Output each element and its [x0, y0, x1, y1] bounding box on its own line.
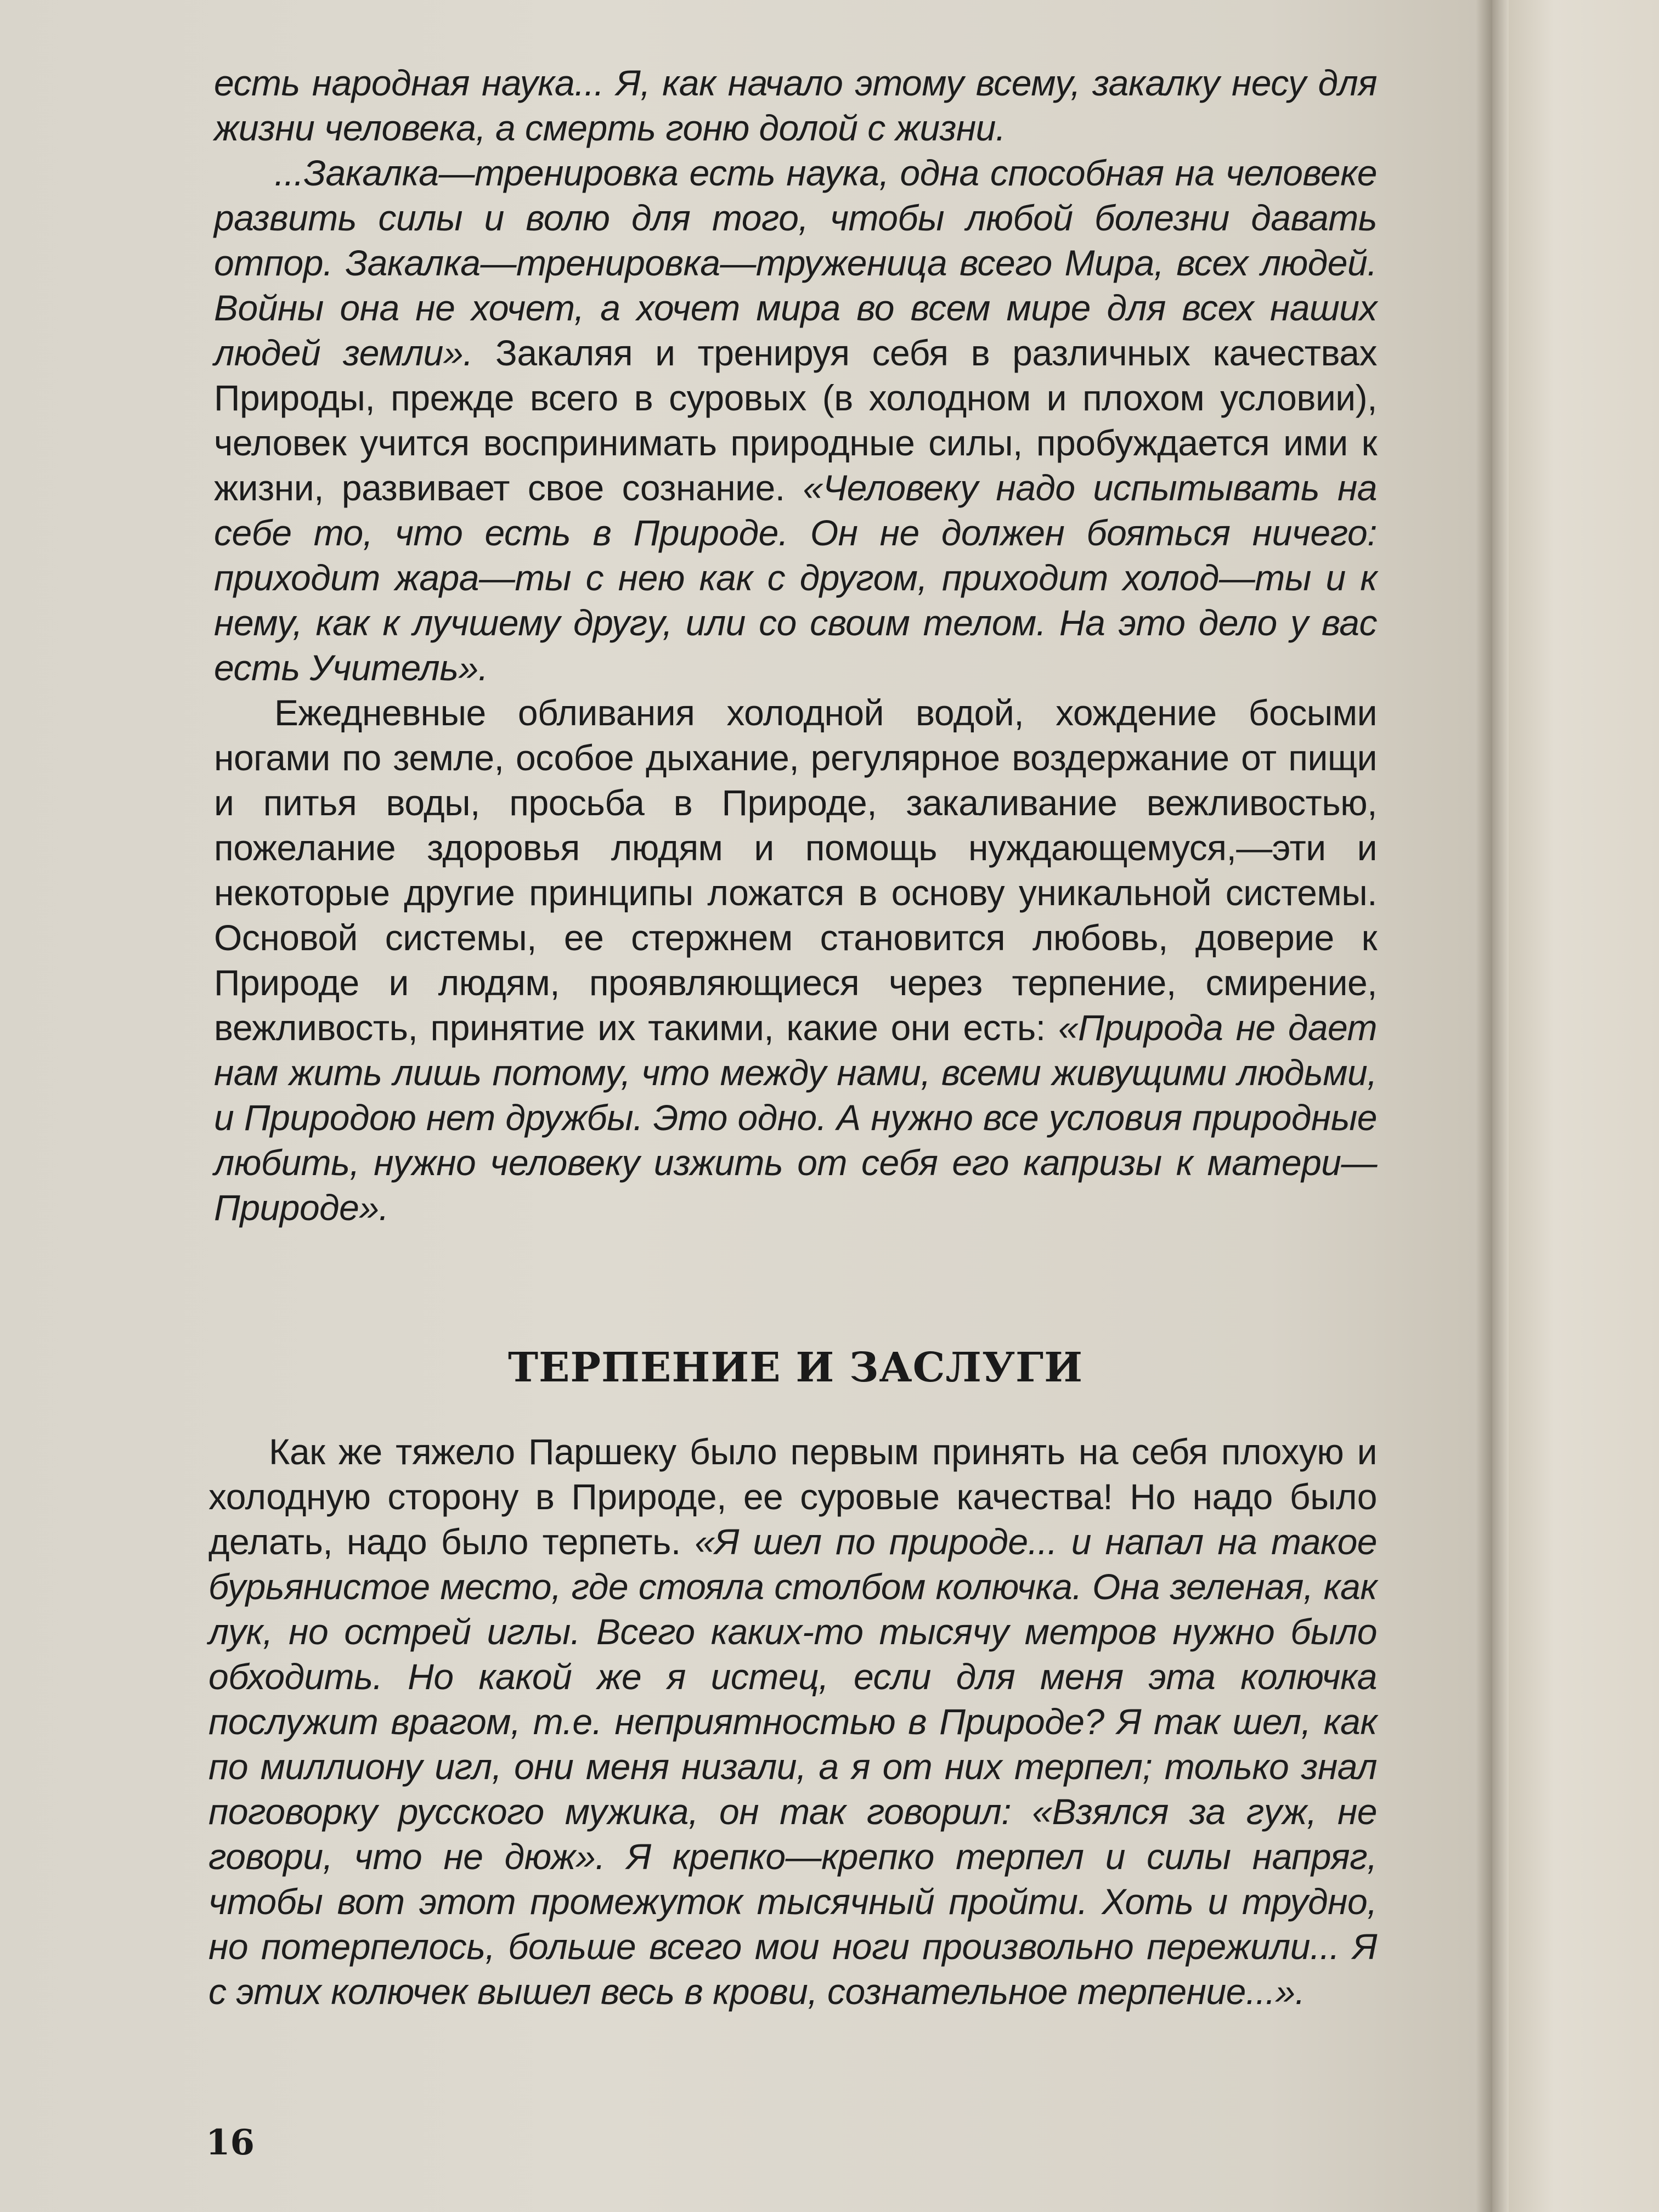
book-gutter-shadow	[1476, 0, 1509, 2212]
body-text: Ежедневные обливания холодной водой, хождение босыми ногами по земле, особое дыхание, регулярное воздержание от пищи и питья воды, просьба в Природе, закаливание вежливостью, пожелание здоровья людям и помощь нуждающемуся,—эти и некоторые другие принципы ложатся в основу уникальной системы. Основой системы, ее стержнем становится любовь, доверие к Природе и людям, проявляющиеся через терпение, смирение, вежливость, принятие их такими, какие они есть:	[214, 692, 1377, 1048]
quote-text: «Я шел по природе... и напал на такое бурьянистое место, где стояла столбом колючка. Она зеленая, как лук, но острей иглы. Всего каких-то тысячу метров нужно было обходить. Но какой же я истец, если для меня эта колючка послужит врагом, т.е. неприятностью в Природе? Я так шел, как по миллиону игл, они меня низали, а я от них терпел; только знал поговорку русского мужика, он так говорил: «Взялся за гуж, не говори, что не дюж». Я крепко—крепко терпел и силы напряг, чтобы вот этот промежуток тысячный пройти. Хоть и трудно, но потерпелось, больше всего мои ноги произвольно пережили... Я с этих колючек вышел весь в крови, сознательное терпение...».	[208, 1521, 1377, 2012]
section-heading: ТЕРПЕНИЕ И ЗАСЛУГИ	[507, 1344, 1084, 1391]
paragraph-2	[214, 150, 1377, 690]
body-text: Закаляя и тренируя себя в различных качествах Природы, прежде всего в суровых (в холодном и плохом условии), человек учится воспринимать природные силы, пробуждается ими к жизни, развивает свое сознание.	[214, 332, 1378, 508]
body-text: Как же тяжело Паршеку было первым принять на себя плохую и холодную сторону в Природе, ее суровые качества! Но надо было делать, надо было терпеть.	[208, 1431, 1377, 1562]
adjacent-page-edge	[1509, 0, 1659, 2212]
text-section-2	[208, 1429, 1377, 2014]
text-section-1	[214, 60, 1377, 1230]
page-number: 16	[206, 2122, 255, 2163]
quote-text: ...Закалка—тренировка есть наука, одна способная на человеке развить силы и волю для того, чтобы любой болезни давать отпор. Закалка—тренировка—труженица всего Мира, всех людей. Войны она не хочет, а хочет мира во всем мире для всех наших людей земли».	[214, 153, 1377, 373]
paragraph-4	[208, 1429, 1377, 2014]
paragraph-1	[214, 60, 1377, 150]
paragraph-3	[214, 690, 1377, 1230]
quote-text: есть народная наука... Я, как начало этому всему, закалку несу для жизни человека, а смерть гоню долой с жизни.	[214, 63, 1377, 148]
quote-text: «Человеку надо испытывать на себе то, что есть в Природе. Он не должен бояться ничего: приходит жара—ты с нею как с другом, приходит холод—ты и к нему, как к лучшему другу, или со своим телом. На это дело у вас есть Учитель».	[214, 467, 1378, 688]
quote-text: «Природа не дает нам жить лишь потому, что между нами, всеми живущими людьми, и Природою нет дружбы. Это одно. А нужно все условия природные любить, нужно человеку изжить от себя его капризы к матери—Природе».	[214, 1007, 1377, 1228]
